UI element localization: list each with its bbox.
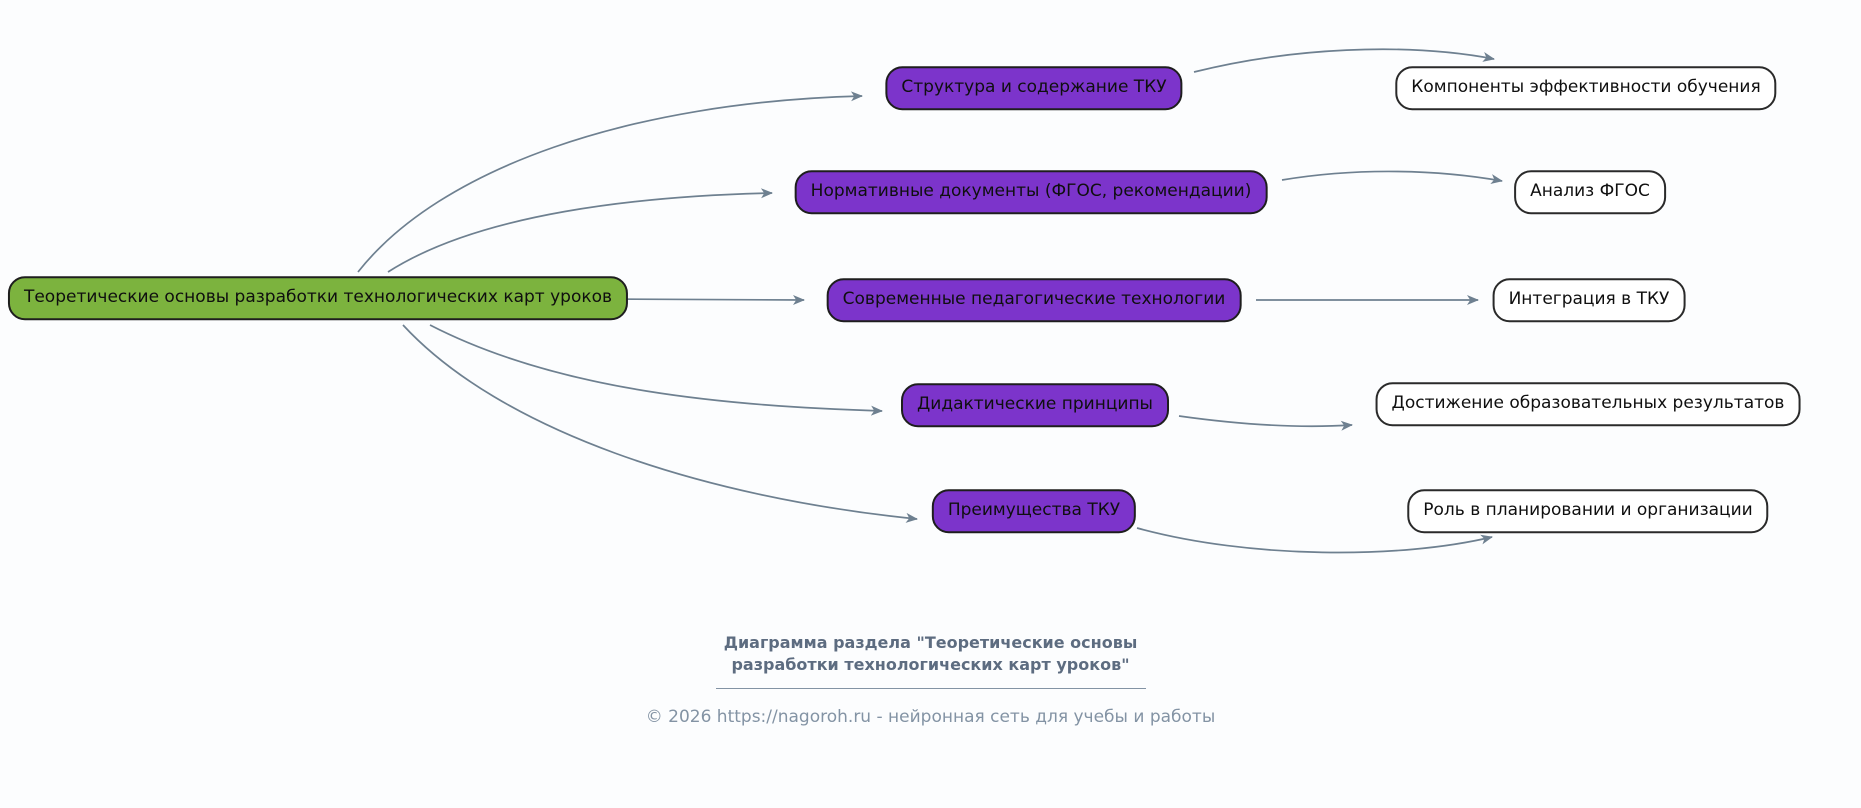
edge-branch-2-to-leaf-2 (1282, 171, 1502, 181)
edge-root-to-branch-4 (430, 325, 882, 411)
branch-node-structure: Структура и содержание ТКУ (885, 66, 1182, 110)
leaf-node-fgos-analysis: Анализ ФГОС (1514, 170, 1666, 214)
caption-divider (716, 688, 1146, 689)
edge-root-to-branch-2 (388, 193, 772, 272)
branch-node-advantages: Преимущества ТКУ (932, 489, 1136, 533)
edge-root-to-branch-5 (403, 325, 917, 519)
branch-node-normative-documents: Нормативные документы (ФГОС, рекомендации) (795, 170, 1268, 214)
leaf-node-integration: Интеграция в ТКУ (1493, 278, 1686, 322)
branch-node-pedagogical-technologies: Современные педагогические технологии (827, 278, 1242, 322)
edge-root-to-branch-1 (358, 96, 862, 272)
leaf-node-planning-role: Роль в планировании и организации (1407, 489, 1768, 533)
caption-title-line-1: Диаграмма раздела "Теоретические основы (723, 633, 1138, 652)
leaf-node-educational-results: Достижение образовательных результатов (1376, 382, 1801, 426)
root-node: Теоретические основы разработки технологических карт уроков (8, 276, 628, 320)
edge-branch-4-to-leaf-4 (1179, 416, 1352, 426)
caption-block (0, 632, 1861, 727)
branch-node-didactic-principles: Дидактические принципы (901, 383, 1169, 427)
caption-title-line-2: разработки технологических карт уроков" (731, 654, 1130, 674)
leaf-node-effectiveness-components: Компоненты эффективности обучения (1395, 66, 1776, 110)
edge-root-to-branch-3 (600, 299, 804, 300)
copyright-text: © 2026 https://nagoroh.ru - нейронная сеть для учебы и работы (645, 707, 1216, 728)
